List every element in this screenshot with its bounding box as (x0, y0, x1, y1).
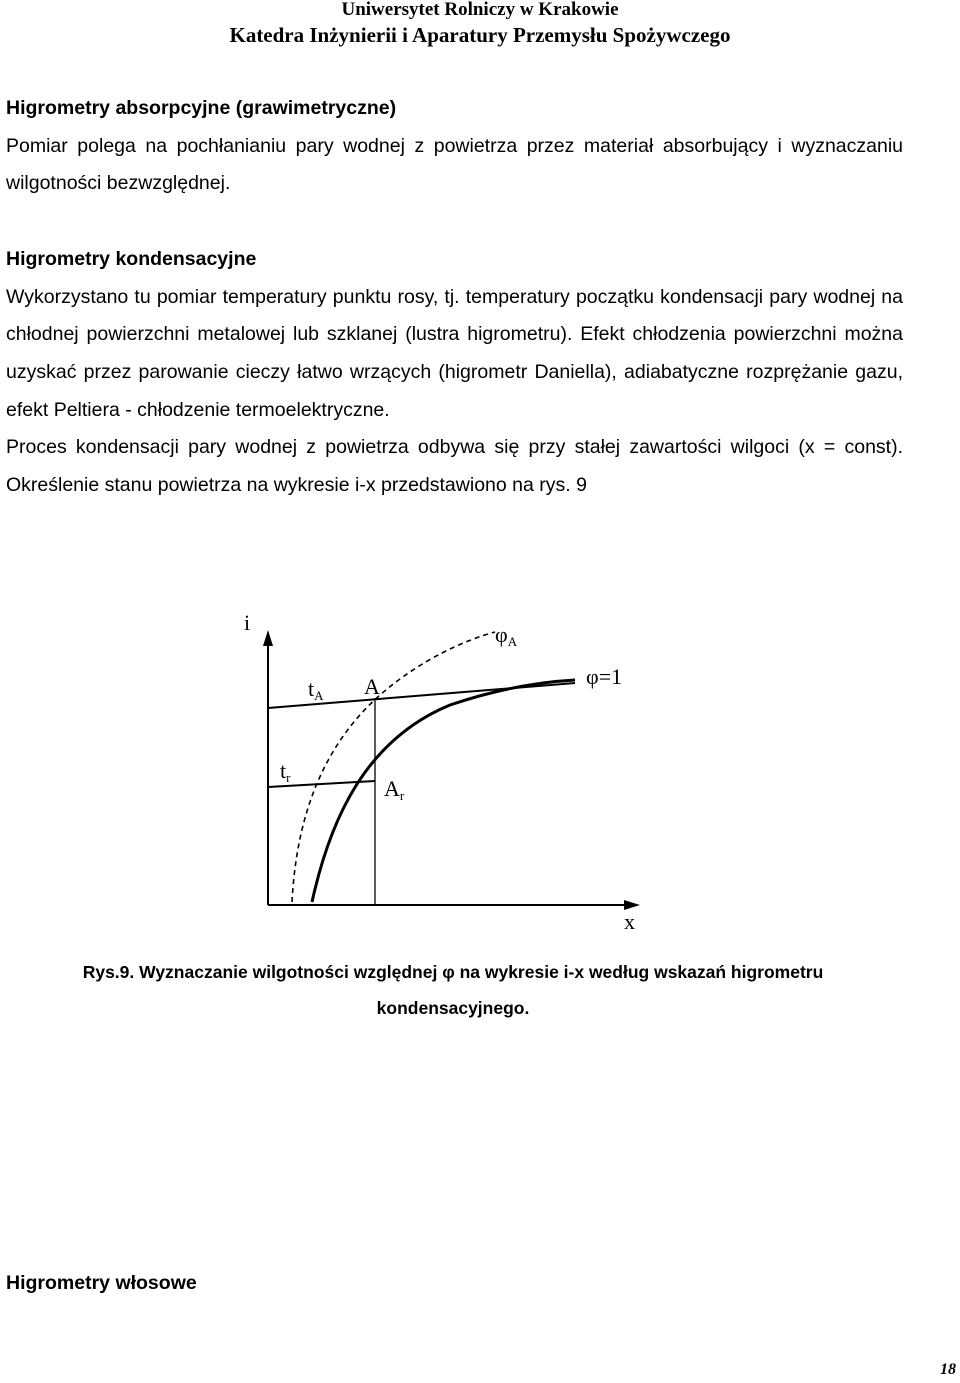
label-phi-1: φ=1 (586, 664, 623, 689)
label-i: i (244, 610, 251, 635)
label-a-r: $A_r$ (384, 776, 405, 803)
label-t-r: $t_r$ (280, 758, 291, 785)
page-header (0, 0, 960, 49)
page-number: 18 (940, 1361, 956, 1378)
y-axis-arrow (263, 630, 273, 646)
label-x: x (624, 909, 635, 934)
label-a: A (364, 674, 380, 699)
section-title-hair-hygrometers: Higrometry włosowe (6, 1272, 197, 1294)
paragraph-condensation-2: Proces kondensacji pary wodnej z powietrza odbywa się przy stałej zawartości wilgoci (x = const). Określenie stanu powietrza na wykresie i-x przedstawiono na rys. 9 (6, 436, 903, 497)
paragraph-condensation-1: Wykorzystano tu pomiar temperatury punktu rosy, tj. temperatury początku kondensacji pary wodnej na chłodnej powierzchni metalowej lub szklanej (lustra higrometru). Efekt chłodzenia powierzchni można uzyskać przez parowanie cieczy łatwo wrzących (higrometr Daniella), adiabatyczne rozprężanie gazu, efekt Peltiera - chłodzenie termoelektryczne. (6, 285, 903, 421)
caption-line-1: Rys.9. Wyznaczanie wilgotności względnej φ na wykresie i-x według wskazań higrometru (82, 962, 824, 982)
i-x-diagram-drawing (240, 600, 660, 935)
figure-caption (0, 954, 906, 1026)
paragraph-gap (6, 203, 903, 241)
label-t-a: $t_A$ (308, 676, 324, 703)
university-name: Uniwersytet Rolniczy w Krakowie (341, 0, 619, 20)
label-phi-a: $\varphi_A$ (495, 622, 518, 649)
paragraph-absorption: Pomiar polega na pochłanianiu pary wodnej z powietrza przez materiał absorbujący i wyznaczaniu wilgotności bezwzględnej. (6, 134, 903, 195)
saturation-curve (312, 680, 575, 902)
document-body (6, 90, 903, 505)
caption-line-2: kondensacyjnego. (376, 998, 530, 1018)
section-title-condensation: Higrometry kondensacyjne (6, 247, 257, 270)
department-name: Katedra Inżynierii i Aparatury Przemysłu Spożywczego (229, 23, 731, 47)
section-title-absorption: Higrometry absorpcyjne (grawimetryczne) (6, 97, 397, 119)
i-x-diagram (240, 600, 660, 935)
